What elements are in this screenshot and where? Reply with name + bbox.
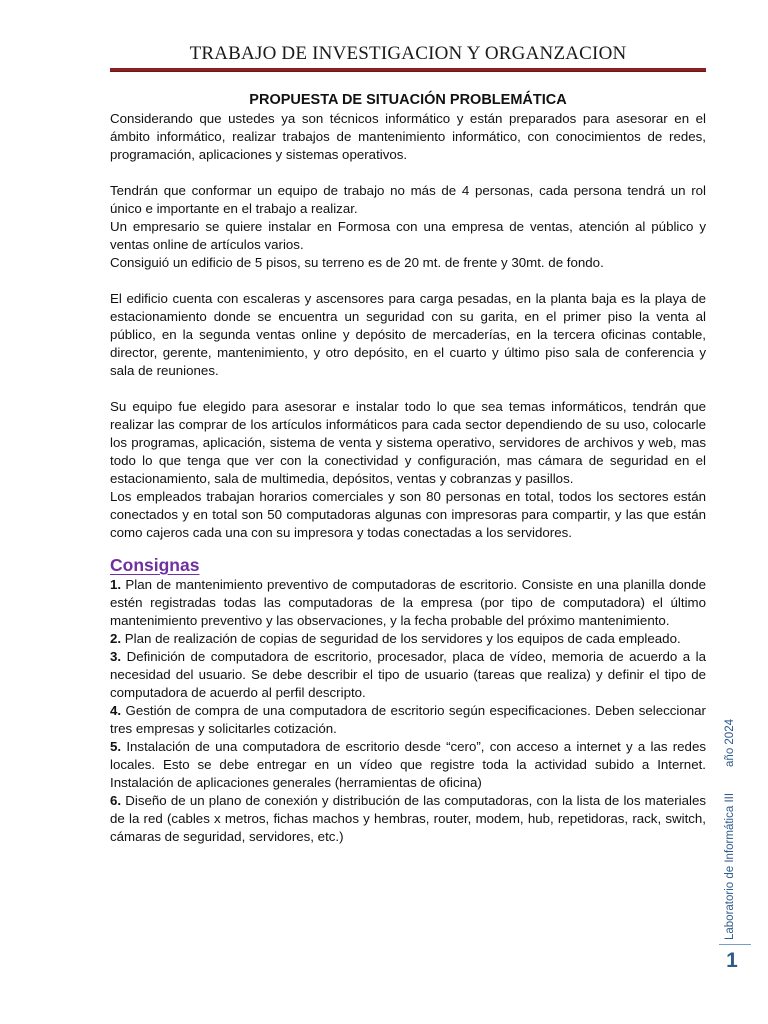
consigna-item (110, 738, 706, 792)
consigna-text: Definición de computadora de escritorio, procesador, placa de vídeo, memoria de acuerdo a la necesidad del usuario. Se debe describir el tipo de usuario (tareas que realiza) y definir el tipo de computadora de acuerdo al perfil descripto. (110, 649, 706, 700)
document-body (110, 90, 706, 846)
page-number: 1 (726, 949, 738, 972)
consigna-number: 5. (110, 739, 122, 754)
consigna-item (110, 702, 706, 738)
page-header-title: TRABAJO DE INVESTIGACION Y ORGANZACION (189, 43, 627, 64)
paragraph-intro: Considerando que ustedes ya son técnicos informático y están preparados para asesorar en el ámbito informático, realizar trabajos de mantenimiento informático, con conocimientos de redes, programación, aplicaciones y sistemas operativos. (110, 111, 706, 162)
consigna-number: 3. (110, 649, 122, 664)
course-name: Laboratorio de Informática III (724, 792, 736, 940)
consigna-item (110, 792, 706, 846)
paragraph-building: Consiguió un edificio de 5 pisos, su terreno es de 20 mt. de frente y 30mt. de fondo. (110, 255, 604, 270)
consigna-item (110, 648, 706, 702)
consigna-number: 4. (110, 703, 122, 718)
consigna-number: 1. (110, 577, 122, 592)
consigna-number: 6. (110, 793, 122, 808)
footer-side-label (724, 719, 736, 940)
consigna-text: Plan de mantenimiento preventivo de computadoras de escritorio. Consiste en una planilla donde estén registradas todas las computadoras de la empresa (por tipo de computadora) el último mantenimiento preventivo y las observaciones, y la fecha probable del próximo mantenimiento. (110, 577, 706, 628)
paragraph-floors: El edificio cuenta con escaleras y ascensores para carga pesadas, en la planta baja es la playa de estacionamiento donde se encuentra un seguridad con su garita, en el primer piso la venta al público, en la segunda ventas online y depósito de mercaderías, en la tercera oficinas contable, director, gerente, mantenimiento, y otro depósito, en el cuarto y último piso sala de conferencia y sala de reuniones. (110, 291, 706, 378)
consigna-text: Gestión de compra de una computadora de escritorio según especificaciones. Deben seleccionar tres empresas y solicitarles cotización. (110, 703, 706, 736)
consigna-text: Plan de realización de copias de seguridad de los servidores y los equipos de cada empleado. (121, 631, 681, 646)
paragraph-entrepreneur: Un empresario se quiere instalar en Formosa con una empresa de ventas, atención al público y ventas online de artículos varios. (110, 219, 706, 252)
footer-divider (719, 944, 751, 945)
course-year: año 2024 (724, 719, 736, 767)
paragraph-employees: Los empleados trabajan horarios comerciales y son 80 personas en total, todos los sectores están conectados y en total son 50 computadoras algunas con impresoras para compartir, y las que están como cajeros cada una con su impresora y todas conectadas a los servidores. (110, 489, 706, 540)
consigna-item (110, 576, 706, 630)
header-divider (110, 68, 706, 72)
consignas-title: Consignas (110, 555, 200, 575)
paragraph-team: Tendrán que conformar un equipo de trabajo no más de 4 personas, cada persona tendrá un rol único e importante en el trabajo a realizar. (110, 183, 706, 216)
consigna-number: 2. (110, 631, 122, 646)
paragraph-assignment: Su equipo fue elegido para asesorar e instalar todo lo que sea temas informáticos, tendrán que realizar las comprar de los artículos informáticos para cada sector dependiendo de su uso, colocarle los programas, aplicación, sistema de venta y sistema operativo, servidores de archivos y web, mas todo lo que tenga que ver con la conectividad y configuración, mas cámara de seguridad en el estacionamiento, sala de multimedia, depósitos, ventas y cobranzas y pasillos. (110, 399, 706, 486)
section-title: PROPUESTA DE SITUACIÓN PROBLEMÁTICA (249, 92, 567, 108)
consigna-text: Diseño de un plano de conexión y distribución de las computadoras, con la lista de los materiales de la red (cables x metros, fichas machos y hembras, router, modem, hub, repetidoras, rack, switch, cámaras de seguridad, servidores, etc.) (110, 793, 706, 844)
consigna-item (110, 630, 706, 648)
consigna-text: Instalación de una computadora de escritorio desde “cero”, con acceso a internet y a las redes locales. Esto se debe entregar en un vídeo que registre toda la actividad subido a Internet. Instalación de aplicaciones generales (herramientas de oficina) (110, 739, 706, 790)
